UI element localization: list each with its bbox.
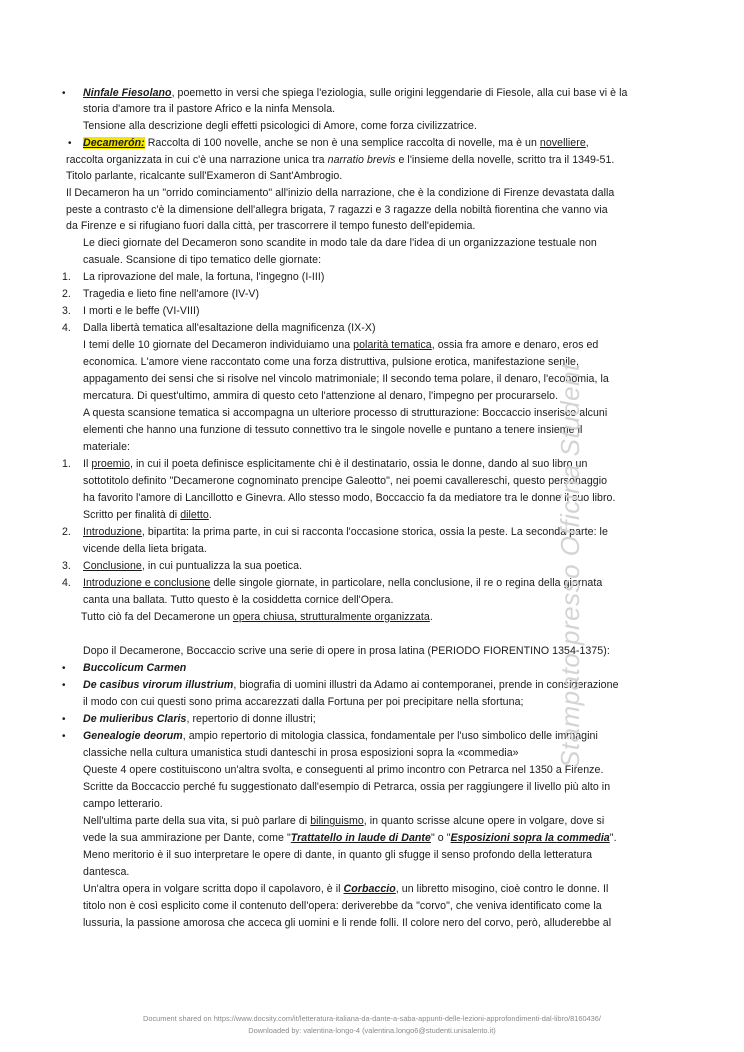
list-item: Il proemio, in cui il poeta definisce esplicitamente chi è il destinatario, ossia le donne, dando al suo libro un <box>83 458 588 470</box>
list-item: Tragedia e lieto fine nell'amore (IV-V) <box>83 288 260 300</box>
text-line: vede la sua ammirazione per Dante, come "Trattatello in laude di Dante" o "Esposizioni sopra la commedia". <box>83 832 617 844</box>
text-line: Queste 4 opere costituiscono un'altra svolta, e conseguenti al primo incontro con Petrarca nel 1350 a Firenze. <box>83 764 604 776</box>
bullet: • <box>62 663 66 674</box>
bullet: • <box>62 731 66 742</box>
text-line: Dopo il Decamerone, Boccaccio scrive una serie di opere in prosa latina (PERIODO FIORENTINO 1354-1375): <box>83 645 610 657</box>
list-item: Conclusione, in cui puntualizza la sua poetica. <box>83 560 303 572</box>
list-number: 3. <box>62 560 71 572</box>
text-line: classiche nella cultura umanistica studi danteschi in prosa esposizioni sopra la «commedia» <box>83 747 519 759</box>
bullet: • <box>62 714 66 725</box>
bullet: • <box>62 680 66 691</box>
bullet: • <box>62 88 66 99</box>
list-item: I morti e le beffe (VI-VIII) <box>83 305 200 317</box>
text-line: titolo non è così esplicito come il contenuto dell'opera: deriverebbe da "corvo", che veniva identificato come la <box>83 900 602 912</box>
text-line: vicende della lieta brigata. <box>83 543 207 555</box>
list-number: 1. <box>62 458 71 470</box>
text-line: I temi delle 10 giornate del Decameron individuiamo una polarità tematica, ossia fra amore e denaro, eros ed <box>83 339 599 351</box>
footer-download-info: Downloaded by: valentina-longo-4 (valentina.longo6@studenti.unisalento.it) <box>248 1026 496 1035</box>
list-item: Dalla libertà tematica all'esaltazione della magnificenza (IX-X) <box>83 322 376 334</box>
text-line: elementi che hanno una funzione di tessuto connettivo tra le singole novelle e puntano a tenere insieme il <box>83 424 583 436</box>
text-line: ha favorito l'amore di Lancillotto e Ginevra. Allo stesso modo, Boccaccio fa da mediatore tra le donne il suo libro. <box>83 492 616 504</box>
list-number: 4. <box>62 322 71 334</box>
text-line: raccolta organizzata in cui c'è una narrazione unica tra narratio brevis e l'insieme della novelle, scritto tra il 1349-51. <box>66 154 615 166</box>
text-line: peste a contrasto c'è la dimensione dell'allegra brigata, 7 ragazzi e 3 ragazze della nobiltà fiorentina che vanno via <box>66 204 608 216</box>
text-line: Scritte da Boccaccio perché fu suggestionato dall'esempio di Petrarca, ossia per raggiungere il livello più alto in <box>83 781 611 793</box>
bullet: • <box>68 138 72 149</box>
list-number: 2. <box>62 288 71 300</box>
list-item: Buccolicum Carmen <box>83 662 187 674</box>
text-line: appagamento dei sensi che si risolve nel vincolo matrimoniale; Il secondo tema polare, il denaro, l'economia, la <box>83 373 609 385</box>
text-line: Il Decameron ha un "orrido cominciamento" all'inizio della narrazione, che è la condizione di Firenze devastata dalla <box>66 187 615 199</box>
text-line: lussuria, la passione amorosa che acceca gli uomini e li rende folli. Il colore nero del corvo, però, alluderebbe al <box>83 917 612 929</box>
text-line: Tutto ciò fa del Decamerone un opera chiusa, strutturalmente organizzata. <box>81 611 433 623</box>
text-line: Un'altra opera in volgare scritta dopo il capolavoro, è il Corbaccio, un libretto misogino, cioè contro le donne. Il <box>83 883 609 895</box>
list-number: 2. <box>62 526 71 538</box>
text-line: campo letterario. <box>83 798 163 810</box>
list-item: Genealogie deorum, ampio repertorio di mitologia classica, fondamentale per l'uso simbolico delle immagini <box>83 730 598 742</box>
list-number: 1. <box>62 271 71 283</box>
text-line: materiale: <box>83 441 131 453</box>
text-line: sottotitolo definito "Decamerone cognominato prencipe Galeotto", nei poemi cavallereschi, questo personaggio <box>83 475 608 487</box>
text-line: Ninfale Fiesolano, poemetto in versi che spiega l'eziologia, sulle origini leggendarie di Fiesole, alla cui base vi è la <box>83 87 628 99</box>
list-item: La riprovazione del male, la fortuna, l'ingegno (I-III) <box>83 271 325 283</box>
text-line: canta una ballata. Tutto questo è la cosiddetta cornice dell'Opera. <box>83 594 394 606</box>
text-line: dantesca. <box>83 866 130 878</box>
text-line: storia d'amore tra il pastore Africo e la ninfa Mensola. <box>83 103 336 115</box>
text-line: casuale. Scansione di tipo tematico delle giornate: <box>83 254 322 266</box>
text-line: Titolo parlante, ricalcante sull'Exameron di Sant'Ambrogio. <box>66 170 343 182</box>
text-line: Decamerón: Raccolta di 100 novelle, anche se non è una semplice raccolta di novelle, ma è un novelliere, <box>83 137 589 149</box>
watermark: Stampato presso Officina Student <box>555 363 585 768</box>
list-item: Introduzione e conclusione delle singole giornate, in particolare, nella conclusione, il re o regina della giornata <box>83 577 603 589</box>
list-item: De casibus virorum illustrium, biografia di uomini illustri da Adamo ai contemporanei, prende in considerazione <box>83 679 619 691</box>
text-line: il modo con cui questi sono prima accarezzati dalla Fortuna per poi precipitare nella sfortuna; <box>83 696 524 708</box>
list-number: 4. <box>62 577 71 589</box>
text-line: da Firenze e si rifugiano fuori dalla città, per trascorrere il tempo funesto dell'epidemia. <box>66 220 476 232</box>
text-line: mercatura. Di quest'ultimo, ammira di questo ceto l'attenzione al denaro, l'impegno per procurarselo. <box>83 390 559 402</box>
text-line: Nell'ultima parte della sua vita, si può parlare di bilinguismo, in quanto scrisse alcune opere in volgare, dove si <box>83 815 605 827</box>
list-item: Introduzione, bipartita: la prima parte, in cui si racconta l'occasione storica, ossia la peste. La seconda parte: le <box>83 526 608 538</box>
text-line: Tensione alla descrizione degli effetti psicologici di Amore, come forza civilizzatrice. <box>83 120 477 132</box>
text-line: Le dieci giornate del Decameron sono scandite in modo tale da dare l'idea di un organizzazione testuale non <box>83 237 597 249</box>
text-line: Meno meritorio è il suo interpretare le opere di dante, in quanto gli sfugge il senso profondo della letteratura <box>83 849 593 861</box>
text-line: Scritto per finalità di diletto. <box>83 509 212 521</box>
list-item: De mulieribus Claris, repertorio di donne illustri; <box>83 713 316 725</box>
text-line: A questa scansione tematica si accompagna un ulteriore processo di strutturazione: Boccaccio inserisce alcuni <box>83 407 608 419</box>
list-number: 3. <box>62 305 71 317</box>
text-line: economica. L'amore viene raccontato come una forza distruttiva, pulsione erotica, manifestazione senile, <box>83 356 579 368</box>
footer-source-link[interactable]: Document shared on https://www.docsity.com/it/letteratura-italiana-da-dante-a-saba-appunti-delle-lezioni-approfondimenti-dal-libro/8160436/ <box>143 1014 601 1023</box>
